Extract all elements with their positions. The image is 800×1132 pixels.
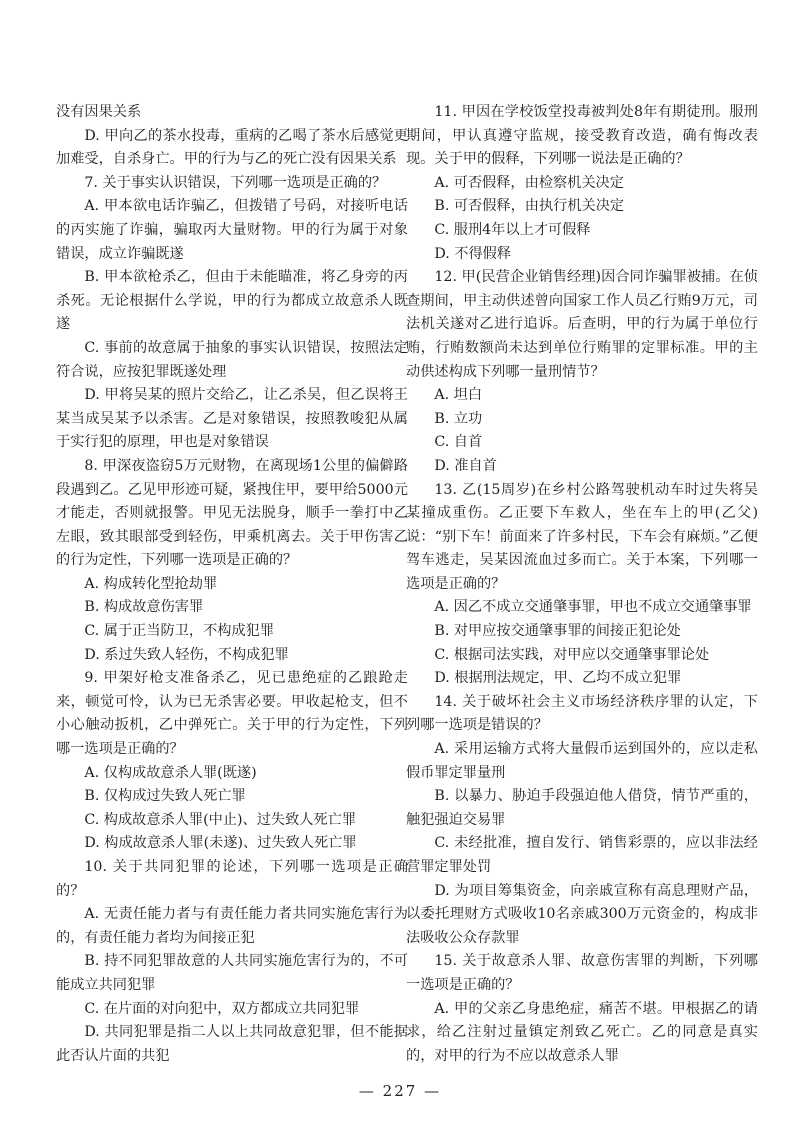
answer-option: D. 系过失致人轻伤，不构成犯罪 <box>84 646 289 663</box>
question-stem: 14. 关于破坏社会主义市场经济秩序罪的认定，下列哪一选项是错误的？ <box>406 693 758 734</box>
answer-option: C. 事前的故意属于抽象的事实认识错误，按照法定符合说，应按犯罪既遂处理 <box>56 339 408 380</box>
answer-option: C. 属于正当防卫，不构成犯罪 <box>84 623 275 640</box>
answer-option: B. 可否假释，由执行机关决定 <box>434 198 625 215</box>
question-stem: 15. 关于故意杀人罪、故意伤害罪的判断，下列哪一选项是正确的？ <box>406 953 758 993</box>
answer-option: D. 根据刑法规定，甲、乙均不成立犯罪 <box>434 670 682 687</box>
answer-option: B. 对甲应按交通肇事罪的间接正犯论处 <box>434 623 681 640</box>
answer-option: A. 甲的父亲乙身患绝症，痛苦不堪。甲根据乙的请求，给乙注射过量镇定剂致乙死亡。乙的同意是真实的，对甲的行为不应以故意杀人罪 <box>406 1000 758 1064</box>
answer-option: D. 准自首 <box>434 457 497 474</box>
answer-option: B. 甲本欲枪杀乙，但由于未能瞄准，将乙身旁的丙杀死。无论根据什么学说，甲的行为都成立故意杀人既遂 <box>56 269 408 333</box>
answer-option: B. 构成故意伤害罪 <box>84 599 204 616</box>
question-stem: 7. 关于事实认识错误，下列哪一选项是正确的？ <box>84 174 387 191</box>
answer-option: D. 甲向乙的茶水投毒，重病的乙喝了茶水后感觉更加难受，自杀身亡。甲的行为与乙的死亡没有因果关系 <box>56 127 408 168</box>
answer-option: D. 为项目筹集资金，向亲戚宣称有高息理财产品，以委托理财方式吸收10名亲戚300万元资金的，构成非法吸收公众存款罪 <box>406 882 758 946</box>
answer-option: D. 共同犯罪是指二人以上共同故意犯罪，但不能据此否认片面的共犯 <box>56 1024 408 1064</box>
answer-option: B. 持不同犯罪故意的人共同实施危害行为的，不可能成立共同犯罪 <box>56 953 408 993</box>
answer-option: A. 构成转化型抢劫罪 <box>84 575 218 592</box>
answer-option: B. 以暴力、胁迫手段强迫他人借贷，情节严重的，触犯强迫交易罪 <box>406 788 758 828</box>
answer-option: C. 未经批准，擅自发行、销售彩票的，应以非法经营罪定罪处罚 <box>406 835 758 875</box>
answer-option: C. 在片面的对向犯中，双方都成立共同犯罪 <box>84 1000 360 1017</box>
answer-option: A. 仅构成故意杀人罪(既遂) <box>84 764 257 781</box>
right-column <box>406 101 758 1068</box>
answer-option: C. 根据司法实践，对甲应以交通肇事罪论处 <box>434 646 710 663</box>
continued-text: 没有因果关系 <box>56 104 142 120</box>
answer-option: C. 自首 <box>434 434 483 451</box>
left-column <box>56 101 408 1068</box>
answer-option: D. 不得假释 <box>434 245 512 262</box>
page-number: — 227 — <box>358 1082 442 1100</box>
answer-option: A. 因乙不成立交通肇事罪，甲也不成立交通肇事罪 <box>434 599 752 616</box>
answer-option: A. 坦白 <box>434 387 483 404</box>
answer-option: A. 可否假释，由检察机关决定 <box>434 174 624 191</box>
answer-option: D. 构成故意杀人罪(未遂)、过失致人死亡罪 <box>84 835 357 852</box>
question-stem: 12. 甲(民营企业销售经理)因合同诈骗罪被捕。在侦查期间，甲主动供述曾向国家工作人员乙行贿9万元，司法机关遂对乙进行追诉。后查明，甲的行为属于单位行贿，行贿数额尚未达到单位行贿罪的定罪标准。甲的主动供述构成下列哪一量刑情节？ <box>406 269 758 380</box>
answer-option: B. 仅构成过失致人死亡罪 <box>84 788 246 805</box>
question-stem: 10. 关于共同犯罪的论述，下列哪一选项是正确的？ <box>56 859 408 899</box>
answer-option: A. 采用运输方式将大量假币运到国外的，应以走私假币罪定罪量刑 <box>406 741 758 781</box>
question-stem: 8. 甲深夜盗窃5万元财物，在离现场1公里的偏僻路段遇到乙。乙见甲形迹可疑，紧拽住甲，要甲给5000元才能走，否则就报警。甲见无法脱身，顺手一拳打中乙左眼，致其眼部受到轻伤，甲乘机离去。关于甲伤害乙的行为定性，下列哪一选项是正确的？ <box>56 457 408 569</box>
answer-option: C. 构成故意杀人罪(中止)、过失致人死亡罪 <box>84 811 357 828</box>
answer-option: D. 甲将吴某的照片交给乙，让乙杀吴，但乙误将王某当成吴某予以杀害。乙是对象错误，按照教唆犯从属于实行犯的原理，甲也是对象错误 <box>56 387 408 451</box>
question-stem: 11. 甲因在学校饭堂投毒被判处8年有期徒刑。服刑期间，甲认真遵守监规，接受教育改造，确有悔改表现。关于甲的假释，下列哪一说法是正确的？ <box>406 104 758 168</box>
answer-option: C. 服刑4年以上才可假释 <box>434 221 591 238</box>
answer-option: A. 无责任能力者与有责任能力者共同实施危害行为的，有责任能力者均为间接正犯 <box>56 906 408 946</box>
question-stem: 13. 乙(15周岁)在乡村公路驾驶机动车时过失将吴某撞成重伤。乙正要下车救人，坐在车上的甲(乙父)说：“别下车！前面来了许多村民，下车会有麻烦。”乙便驾车逃走，吴某因流血过多而亡。关于本案，下列哪一选项是正确的？ <box>406 481 758 592</box>
answer-option: A. 甲本欲电话诈骗乙，但拨错了号码，对接听电话的丙实施了诈骗，骗取丙大量财物。甲的行为属于对象错误，成立诈骗既遂 <box>56 198 408 262</box>
answer-option: B. 立功 <box>434 410 483 427</box>
question-stem: 9. 甲架好枪支准备杀乙，见已患绝症的乙踉跄走来，顿觉可怜，认为已无杀害必要。甲收起枪支，但不小心触动扳机，乙中弹死亡。关于甲的行为定性，下列哪一选项是正确的？ <box>56 670 408 758</box>
